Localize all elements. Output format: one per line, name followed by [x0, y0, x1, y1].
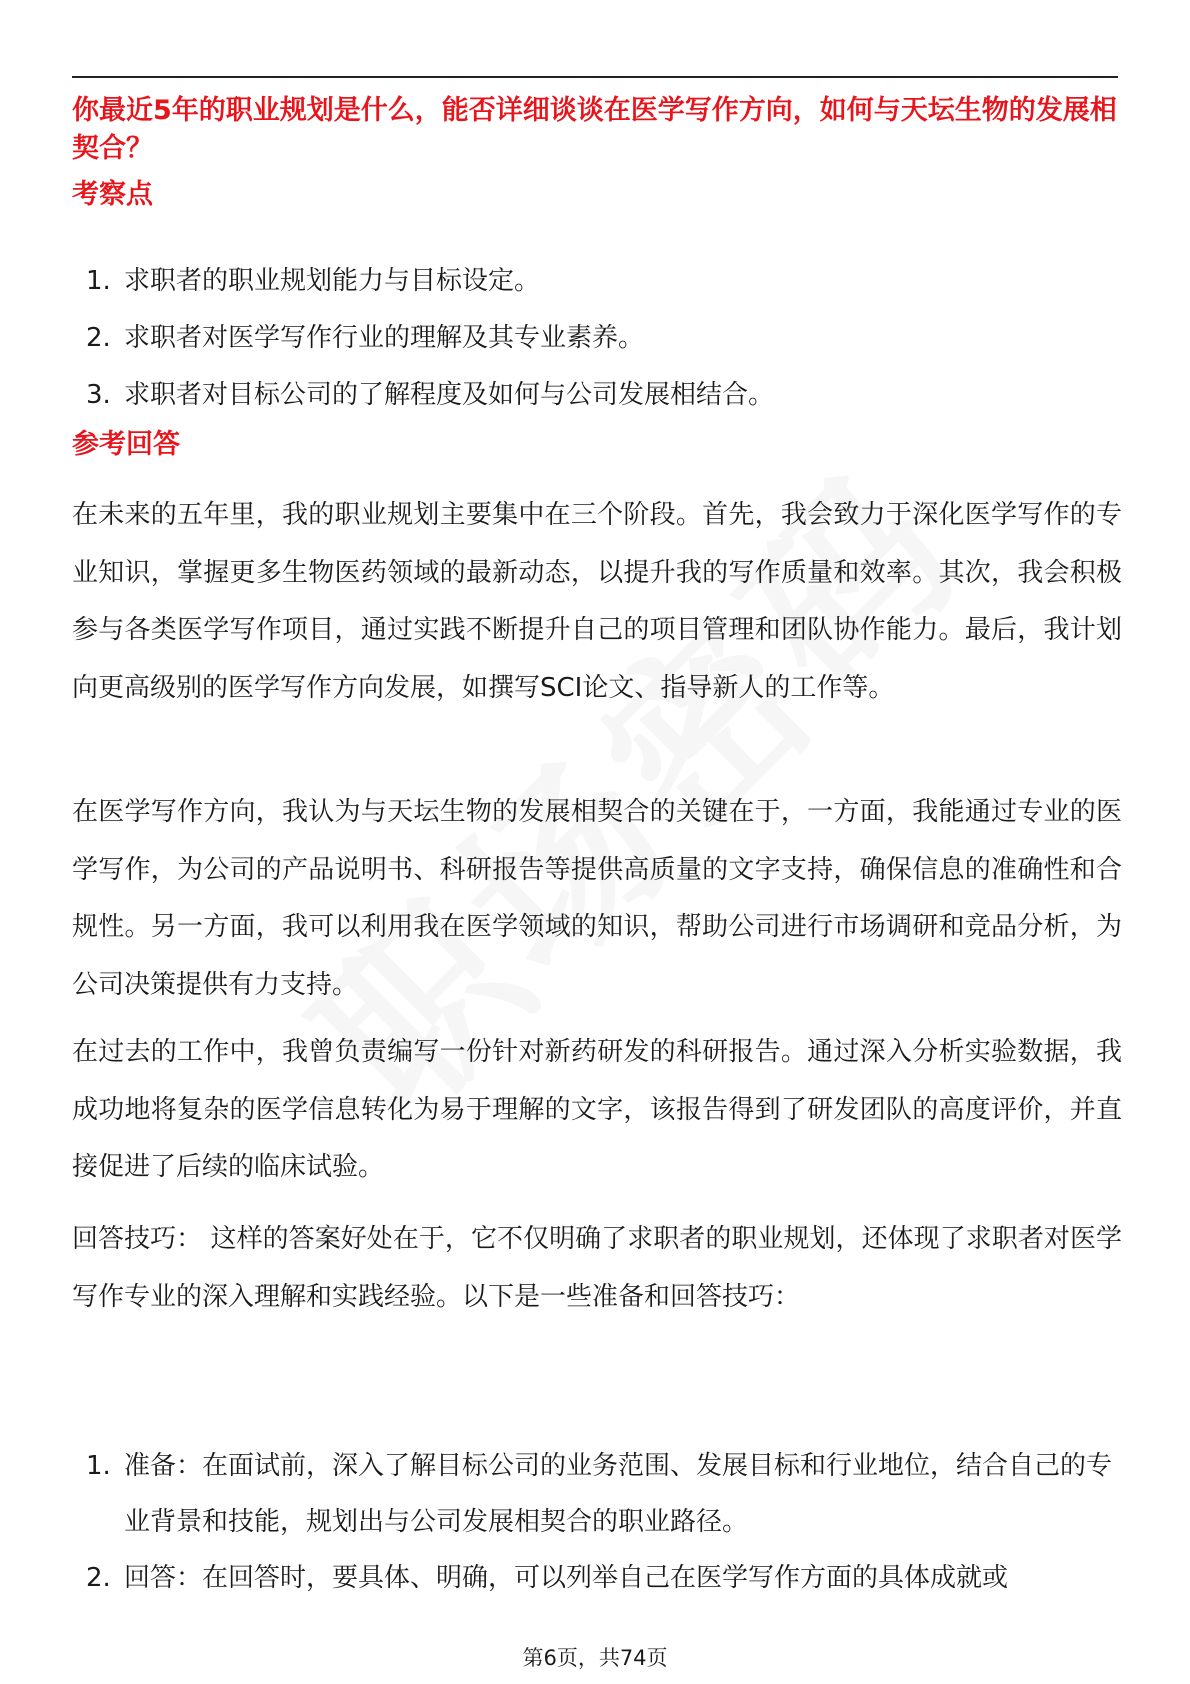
assessment-item	[72, 376, 1122, 414]
list-number: 2.	[86, 1563, 111, 1593]
tip-item	[72, 1438, 1122, 1550]
tips-intro: 回答技巧： 这样的答案好处在于，它不仅明确了求职者的职业规划，还体现了求职者对医学写作专业的深入理解和实践经验。以下是一些准备和回答技巧：	[72, 1224, 1122, 1312]
list-text: 求职者的职业规划能力与目标设定。	[124, 266, 541, 296]
answer-paragraph-1: 在未来的五年里，我的职业规划主要集中在三个阶段。首先，我会致力于深化医学写作的专业知识，掌握更多生物医药领域的最新动态，以提升我的写作质量和效率。其次，我会积极参与各类医学写作项目，通过实践不断提升自己的项目管理和团队协作能力。最后，我计划向更高级别的医学写作方向发展，如撰写SCI论文、指导新人的工作等。	[72, 500, 1122, 703]
list-text: 求职者对目标公司的了解程度及如何与公司发展相结合。	[124, 380, 775, 410]
assessment-item	[72, 262, 1122, 300]
assessment-heading: 考察点	[72, 179, 153, 210]
list-number: 1.	[86, 266, 111, 296]
top-divider	[72, 76, 1118, 78]
assessment-list	[72, 262, 1122, 433]
list-number: 3.	[86, 380, 111, 410]
list-text: 回答：在回答时，要具体、明确，可以列举自己在医学写作方面的具体成就或	[124, 1563, 1009, 1593]
answer-paragraph-3: 在过去的工作中，我曾负责编写一份针对新药研发的科研报告。通过深入分析实验数据，我成功地将复杂的医学信息转化为易于理解的文字，该报告得到了研发团队的高度评价，并直接促进了后续的临床试验。	[72, 1037, 1122, 1182]
question-title: 你最近5年的职业规划是什么，能否详细谈谈在医学写作方向，如何与天坛生物的发展相契合？	[72, 95, 1117, 164]
answer-heading: 参考回答	[72, 429, 180, 460]
list-text: 求职者对医学写作行业的理解及其专业素养。	[124, 323, 645, 353]
tip-item	[72, 1550, 1122, 1606]
list-number: 1.	[86, 1451, 111, 1481]
assessment-item	[72, 319, 1122, 357]
answer-paragraph-2: 在医学写作方向，我认为与天坛生物的发展相契合的关键在于，一方面，我能通过专业的医学写作，为公司的产品说明书、科研报告等提供高质量的文字支持，确保信息的准确性和合规性。另一方面，我可以利用我在医学领域的知识，帮助公司进行市场调研和竞品分析，为公司决策提供有力支持。	[72, 797, 1122, 1000]
page-number: 第6页，共74页	[522, 1646, 668, 1670]
list-number: 2.	[86, 323, 111, 353]
tips-list	[72, 1438, 1122, 1606]
list-text: 准备：在面试前，深入了解目标公司的业务范围、发展目标和行业地位，结合自己的专业背景和技能，规划出与公司发展相契合的职业路径。	[124, 1451, 1113, 1537]
